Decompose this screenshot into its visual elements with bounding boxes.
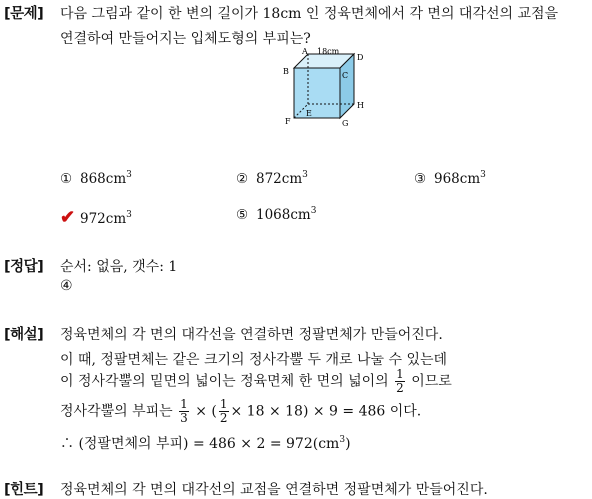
vertex-label-g: G (342, 119, 349, 128)
fraction-third (179, 398, 189, 425)
edge-length-label: 18cm (317, 47, 340, 56)
hint-tag: [힌트] (4, 482, 44, 498)
fraction-numerator: 1 (219, 397, 228, 411)
hint-line-1: 정육면체의 각 면의 대각선의 교점을 연결하면 정팔면체가 만들어진다. (60, 482, 488, 498)
answer-line-1: 순서: 없음, 갯수: 1 (60, 259, 178, 275)
problem-line-2: 연결하여 만들어지는 입체도형의 부피는? (60, 31, 311, 47)
option-5-number: ⑤ (236, 207, 249, 223)
fraction-denominator: 2 (396, 381, 404, 395)
option-1-sup: 3 (126, 170, 132, 180)
explanation-line-5-sup: 3 (339, 435, 346, 445)
option-3-sup: 3 (480, 170, 486, 180)
explanation-line-3-a: 이 정사각뿔의 밑면의 넓이는 정육면체 한 면의 넓이의 (60, 373, 389, 390)
vertex-label-b: B (283, 67, 289, 76)
explanation-line-5-a: ∴ (정팔면체의 부피) = 486 × 2 = 972(cm (60, 436, 340, 452)
option-5-sup: 3 (310, 206, 317, 216)
explanation-line-4-c: × 18 × 18) × 9 = 486 이다. (230, 403, 422, 420)
fraction-half-2 (219, 398, 229, 425)
option-5-value: 1068cm (256, 207, 311, 223)
option-3-number: ③ (414, 171, 427, 187)
option-1[interactable] (60, 171, 132, 187)
option-3-value: 968cm (434, 171, 481, 187)
explanation-line-3 (60, 368, 452, 395)
option-3[interactable] (414, 171, 486, 187)
explanation-line-5-b: ) (345, 436, 351, 452)
fraction-numerator: 1 (180, 397, 188, 411)
vertex-label-d: D (357, 53, 364, 62)
option-2[interactable] (236, 171, 308, 187)
explanation-line-4-b: × ( (195, 403, 217, 420)
option-2-sup: 3 (302, 170, 308, 180)
vertex-label-e: E (306, 109, 312, 118)
answer-tag: [정답] (4, 259, 44, 275)
cube-front-face (294, 68, 340, 118)
fraction-numerator: 1 (396, 367, 404, 381)
option-2-value: 872cm (256, 171, 303, 187)
explanation-line-4-a: 정사각뿔의 부피는 (60, 403, 173, 420)
cube-figure (282, 46, 372, 128)
option-4-value: 972cm (80, 211, 127, 227)
explanation-line-2: 이 때, 정팔면체는 같은 크기의 정사각뿔 두 개로 나눌 수 있는데 (60, 352, 448, 368)
fraction-denominator: 3 (180, 411, 188, 425)
option-5[interactable] (236, 207, 316, 223)
explanation-line-5 (60, 433, 351, 453)
fraction-denominator: 2 (219, 411, 228, 425)
explanation-line-3-b: 이므로 (411, 373, 452, 390)
option-4-sup: 3 (126, 210, 132, 220)
option-4[interactable] (60, 207, 132, 228)
problem-tag: [문제] (4, 6, 44, 22)
option-1-number: ① (60, 171, 73, 187)
option-1-value: 868cm (80, 171, 127, 187)
explanation-tag: [해설] (4, 327, 44, 343)
answer-line-2: ④ (60, 278, 73, 294)
vertex-label-a: A (302, 47, 308, 56)
fraction-half (395, 368, 405, 395)
explanation-line-1: 정육면체의 각 면의 대각선을 연결하면 정팔면체가 만들어진다. (60, 327, 443, 343)
vertex-label-c: C (342, 71, 349, 80)
vertex-label-f: F (285, 117, 291, 126)
explanation-line-4 (60, 398, 421, 425)
option-2-number: ② (236, 171, 249, 187)
vertex-label-h: H (357, 101, 364, 110)
checkmark-icon: ✔ (60, 207, 76, 228)
problem-line-1: 다음 그림과 같이 한 변의 길이가 18cm 인 정육면체에서 각 면의 대각선의 교점을 (60, 6, 559, 22)
